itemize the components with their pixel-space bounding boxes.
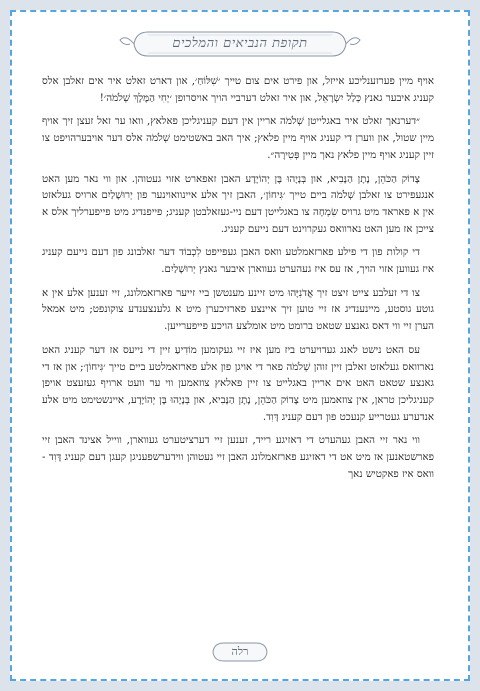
- body-text: [42, 74, 434, 628]
- paragraph: אויף מיין פערזענליכע אייזל, און פירט אים צום טייך ׳שִׁלּוֹחַ׳, און דארט זאלט איר אים זאלבן אלס קעניג איבער גאנץ כְּלַל יִשְׂרָאֵל, און איר זאלט דערביי הויך אויסרופן ׳יְחִי הַמֶּלֶךְ שְׁלֹמֹה׳!: [42, 76, 434, 104]
- paragraph: די קולות פון די פילע פארזאמלטע וואס האבן געפייפט לִכְבוֹד דער זאלבונג פון דעם נייעם קעניג איז געווען אזוי הויך, אז עס איז געהערט געווארן איבער גאנץ יְרוּשָׁלַיִם.: [42, 247, 434, 276]
- paragraph: ווי נאר זיי האבן געהערט די דאזיגע רייד, זענען זיי דערציטערט געווארן, ווייל אצינד האבן זיי פארשטאנען אז מיט אט די דאזיגע פארזאמלונג האבן זיי געטוהן ווידערשפעניגן קעגן דעם קעניג דָּוִד - וואס איז פאקטיש נאך: [42, 435, 434, 480]
- paragraph: ״דערנאך זאלט איר באגלייטן שְׁלֹמֹה אריין אין דעם קעניגליכן פאלאץ, וואו ער זאל זעצן זיך אויף מיין שטול, און ווערן די קעניג אויף מיין פלאץ; איך האב באשטימט שְׁלֹמֹה אלס דער אויבערהויפט צו זיין קעניג אויף מיין פלאץ נאך מיין פְּטִירָה״.: [42, 116, 434, 161]
- paragraph: צָדוֹק הַכֹּהֵן, נָתָן הַנָּבִיא, און בְּנָיָהוּ בֶּן יְהוֹיָדָע האבן זאפארט אזוי געטוהן. און ווי נאר מען האט אנגעפירט צו זאלבן שְׁלֹמֹה ביים טייך ׳גִּיחוֹן׳, האבן זיך אלע איינוואוינער פון יְרוּשָׁלַיִם ארויס געלאזט אין א פאראד מיט גרויס שִׂמְחָה צו באגלייטן דעם ניי-געזאלבטן קעניג; פייפנדיג מיט פייפערליך אלס א צייכן אז מען האט נארוואס געקרוינט דעם נייעם קעניג.: [42, 173, 434, 235]
- header-banner: [118, 24, 362, 64]
- page-number-badge: [210, 640, 270, 664]
- paragraph: צו די זעלבע צייט זיצט זיך אֲדֹנִיָּהוּ מיט זיינע מענטשן ביי זייער פארזאמלונג, זיי זענען אלע אין א גוטע גוסטע, מיינענדיג אז זיי טוען זיך איינצע פארזיכערן מיט א גלענצענדע צוקונפט; מיט אמאל הערן זיי ווי דאס גאנצע שטאט ברומט מיט אומלצע הויכע פייפערייען.: [42, 287, 434, 333]
- header-title: תקופת הנביאים והמלכים: [172, 36, 308, 51]
- paragraph: עס האט נישט לאנג געדויערט ביז מען איז זיי געקומען מוֹדִיעַ זיין די נייעס אז דער קעניג האט נארוואס געלאזט זאלבן זיין זוהן שְׁלֹמֹה פאר די אויגן פון אלע פארזאמלטע ביים טייך ׳גִּיחוֹן׳; און אז די גאנצע שטאט האט אים אריין באגלייט צו זיין פאלאץ צוזאמען ווי ער וועט ארויף געזעצט אויפן קעניגליכן טראן, אין צוזאמען מיט צָדוֹק הַכֹּהֵן, נָתָן הַנָּבִיא, און בְּנָיָהוּ בֶּן יְהוֹיָדָע, איינשטימט מיט אלע אנדערע געטרייע קנעכט פון דעם קעניג דָּוִד.: [42, 344, 434, 423]
- page-number: רלה: [231, 645, 249, 658]
